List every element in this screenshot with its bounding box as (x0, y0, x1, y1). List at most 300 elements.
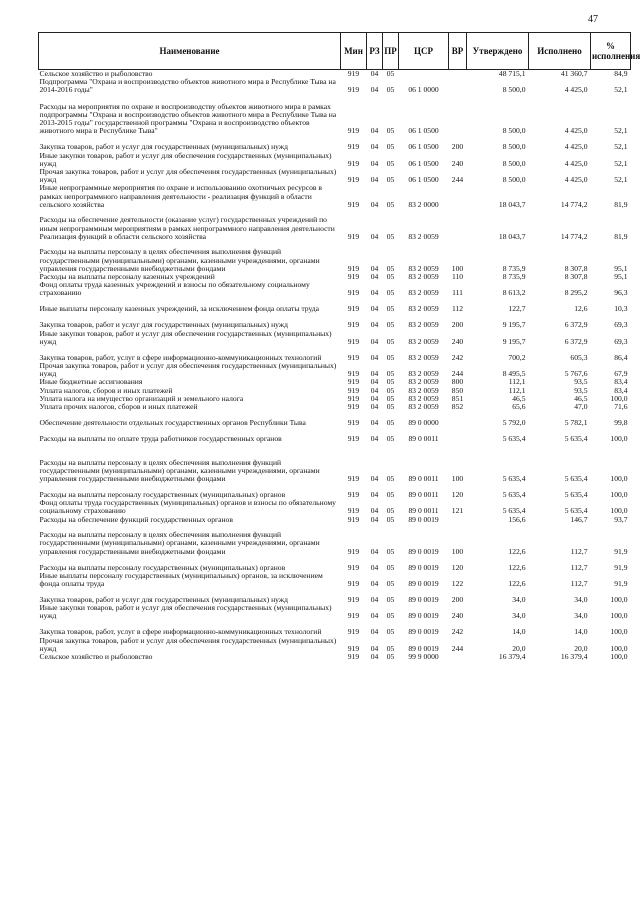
row-min: 919 (347, 579, 360, 589)
row-rz: 04 (370, 231, 379, 241)
row-rz: 04 (370, 199, 379, 209)
row-pr: 05 (386, 352, 395, 362)
row-min: 919 (347, 386, 360, 395)
row-name: Уплата налога на имущество организаций и земельного налога (39, 394, 244, 403)
table-row (39, 241, 631, 273)
row-pr: 05 (386, 403, 395, 412)
row-min: 919 (347, 142, 360, 152)
row-csr (399, 70, 449, 79)
row-pr: 05 (386, 506, 395, 516)
row-csr: 83 2 0059 (408, 263, 439, 273)
row-rz: 04 (370, 434, 379, 444)
row-pr: 05 (386, 562, 395, 572)
row-approved: 122,6 (508, 546, 526, 556)
row-min: 919 (347, 434, 360, 444)
row-csr: 89 0 0019 (408, 627, 439, 637)
row-min: 919 (347, 418, 360, 428)
row-percent: 100,0 (610, 611, 628, 621)
header-rz: РЗ (367, 33, 383, 70)
row-vr: 850 (451, 386, 464, 395)
row-min: 919 (347, 506, 360, 516)
row-vr: 122 (451, 579, 464, 589)
row-executed: 12,6 (574, 304, 588, 314)
row-executed: 8 307,8 (564, 273, 588, 282)
row-csr: 06 1 0000 (408, 85, 439, 95)
row-vr (449, 653, 467, 661)
row-rz: 04 (370, 546, 379, 556)
row-rz: 04 (370, 320, 379, 330)
row-approved: 8 500,0 (502, 142, 526, 152)
table-row (39, 273, 631, 281)
row-percent: 52,1 (614, 85, 628, 95)
row-pr: 05 (386, 69, 395, 78)
table-row (39, 403, 631, 411)
row-rz: 04 (370, 515, 379, 524)
row-csr: 83 2 0059 (408, 320, 439, 330)
row-vr (449, 427, 467, 443)
row-executed: 47,0 (574, 403, 588, 412)
row-csr: 83 2 0059 (408, 403, 439, 412)
row-executed: 93,5 (574, 378, 588, 387)
row-percent: 69,3 (614, 320, 628, 330)
row-executed: 4 425,0 (564, 158, 588, 168)
row-percent: 99,8 (614, 418, 628, 428)
table-row (39, 427, 631, 443)
row-vr (449, 516, 467, 524)
row-csr: 06 1 0500 (408, 142, 439, 152)
row-vr: 200 (451, 142, 464, 152)
header-percent: % исполнения (591, 33, 631, 70)
row-csr: 89 0 0011 (408, 474, 439, 484)
row-pr: 05 (386, 175, 395, 185)
row-rz: 04 (370, 403, 379, 412)
row-percent: 100,0 (610, 643, 628, 653)
row-name: Уплата прочих налогов, сборов и иных платежей (39, 403, 198, 412)
row-rz: 04 (370, 158, 379, 168)
table-row (39, 330, 631, 346)
table-row (39, 483, 631, 499)
table-row (39, 209, 631, 241)
row-min: 919 (347, 273, 360, 282)
table-row (39, 411, 631, 427)
row-approved: 8 735,9 (502, 273, 526, 282)
row-approved: 122,7 (508, 304, 526, 314)
row-min: 919 (347, 304, 360, 314)
row-pr: 05 (386, 158, 395, 168)
row-approved: 8 735,9 (502, 263, 526, 273)
row-percent: 100,0 (610, 474, 628, 484)
row-approved: 20,0 (512, 643, 526, 653)
table-row (39, 184, 631, 209)
row-min: 919 (347, 611, 360, 621)
row-approved: 9 195,7 (502, 336, 526, 346)
row-percent: 52,1 (614, 158, 628, 168)
row-pr: 05 (386, 653, 395, 662)
row-name: Иные выплаты персоналу казенных учреждений, за исключением фонда оплаты труда (39, 304, 320, 314)
row-approved: 5 635,4 (502, 490, 526, 500)
row-csr: 83 2 0000 (408, 199, 439, 209)
row-approved: 8 500,0 (502, 175, 526, 185)
row-percent: 52,1 (614, 142, 628, 152)
row-pr: 05 (386, 369, 395, 379)
row-name: Закупка товаров, работ, услуг в сфере информационно-коммуникационных технологий (39, 352, 322, 362)
row-rz: 04 (370, 653, 379, 662)
row-pr: 05 (386, 304, 395, 314)
row-vr (449, 78, 467, 94)
row-name: Иные выплаты персоналу государственных (муниципальных) органов, за исключением фонда оплаты труда (39, 571, 323, 589)
table-header (39, 33, 631, 70)
row-name: Расходы на выплаты по оплате труда работников государственных органов (39, 434, 282, 444)
row-rz: 04 (370, 394, 379, 403)
row-name: Обеспечение деятельности отдельных государственных органов Республики Тыва (39, 418, 306, 428)
row-pr: 05 (386, 418, 395, 428)
row-approved: 8 613,2 (502, 288, 526, 298)
table-row (39, 95, 631, 136)
row-name: Расходы на обеспечение функций государственных органов (39, 515, 233, 524)
row-vr: 120 (451, 562, 464, 572)
row-percent: 52,1 (614, 126, 628, 136)
row-approved: 18 043,7 (498, 199, 526, 209)
row-name: Сельское хозяйство и рыболовство (39, 653, 153, 662)
row-csr: 83 2 0059 (408, 386, 439, 395)
row-name: Закупка товаров, работ и услуг для государственных (муниципальных) нужд (39, 595, 288, 605)
row-approved: 8 495,5 (502, 369, 526, 379)
row-executed: 5 635,4 (564, 490, 588, 500)
row-rz: 04 (370, 627, 379, 637)
row-min: 919 (347, 643, 360, 653)
row-pr: 05 (386, 394, 395, 403)
header-name: Наименование (39, 33, 341, 70)
table-row (39, 346, 631, 362)
row-percent: 93,7 (614, 515, 628, 524)
row-vr: 121 (451, 506, 464, 516)
header-approved: Утверждено (467, 33, 529, 70)
table-row (39, 152, 631, 168)
budget-table (38, 32, 640, 662)
row-csr: 83 2 0059 (408, 288, 439, 298)
row-min: 919 (347, 627, 360, 637)
row-rz: 04 (370, 336, 379, 346)
row-min: 919 (347, 199, 360, 209)
table-row (39, 70, 631, 79)
row-percent: 86,4 (614, 352, 628, 362)
table-row (39, 78, 631, 94)
header-pr: ПР (383, 33, 399, 70)
row-min: 919 (347, 515, 360, 524)
row-csr: 89 0 0019 (408, 562, 439, 572)
row-vr: 111 (452, 288, 463, 298)
row-name: Иные непрограммные мероприятия по охране и использованию охотничьих ресурсов в рамках непрограммного направления деятельности - реализация функций в области сельского хозяйства (39, 184, 322, 209)
row-rz: 04 (370, 378, 379, 387)
row-executed: 4 425,0 (564, 142, 588, 152)
row-csr: 06 1 0500 (408, 175, 439, 185)
row-approved: 5 635,4 (502, 506, 526, 516)
table-row (39, 637, 631, 653)
row-min: 919 (347, 288, 360, 298)
row-pr: 05 (386, 85, 395, 95)
row-min: 919 (347, 490, 360, 500)
row-csr: 06 1 0500 (408, 158, 439, 168)
row-min: 919 (347, 369, 360, 379)
row-executed: 146,7 (570, 515, 588, 524)
row-rz: 04 (370, 490, 379, 500)
page-number: 47 (588, 14, 598, 25)
row-name: Расходы на мероприятия по охране и воспроизводству объектов животного мира в рамках подпрограммы "Охрана и воспроизводство объектов животного мира в Республике Тыва на 2013-2015 годы" государственной программы "Охрана и воспроизводство объектов животного мира в Республике Тыва" (39, 101, 337, 136)
row-percent: 67,9 (614, 369, 628, 379)
row-percent: 84,9 (614, 69, 628, 78)
row-csr: 89 0 0011 (408, 434, 439, 444)
row-pr: 05 (386, 627, 395, 637)
row-min: 919 (347, 85, 360, 95)
row-rz: 04 (370, 142, 379, 152)
table-row (39, 443, 631, 483)
row-vr: 852 (451, 403, 464, 412)
row-executed: 41 360,7 (560, 69, 588, 78)
row-vr: 100 (451, 263, 464, 273)
row-name: Расходы на выплаты персоналу казенных учреждений (39, 273, 215, 282)
row-vr (449, 70, 467, 79)
row-vr: 200 (451, 595, 464, 605)
row-min: 919 (347, 320, 360, 330)
row-name: Иные закупки товаров, работ и услуг для обеспечения государственных (муниципальных) нужд (39, 151, 332, 168)
row-executed: 4 425,0 (564, 175, 588, 185)
row-pr: 05 (386, 474, 395, 484)
row-pr: 05 (386, 199, 395, 209)
row-min: 919 (347, 175, 360, 185)
row-min: 919 (347, 394, 360, 403)
row-min: 919 (347, 158, 360, 168)
table-row (39, 516, 631, 524)
row-csr: 83 2 0059 (408, 352, 439, 362)
row-executed: 112,7 (570, 562, 588, 572)
row-approved: 122,6 (508, 562, 526, 572)
row-percent: 95,1 (614, 273, 628, 282)
row-csr: 89 0 0019 (408, 546, 439, 556)
row-approved: 34,0 (512, 595, 526, 605)
row-approved: 700,2 (508, 352, 526, 362)
row-percent: 96,3 (614, 288, 628, 298)
row-pr: 05 (386, 515, 395, 524)
row-percent: 100,0 (610, 595, 628, 605)
row-min: 919 (347, 69, 360, 78)
row-executed: 8 295,2 (564, 288, 588, 298)
row-approved: 34,0 (512, 611, 526, 621)
table-row (39, 524, 631, 556)
row-name: Иные закупки товаров, работ и услуг для обеспечения государственных (муниципальных) нужд (39, 604, 332, 621)
table-row (39, 378, 631, 386)
row-min: 919 (347, 378, 360, 387)
header-csr: ЦСР (399, 33, 449, 70)
row-executed: 605,3 (570, 352, 588, 362)
table-row (39, 588, 631, 604)
row-approved: 112,1 (508, 386, 526, 395)
row-pr: 05 (386, 336, 395, 346)
row-pr: 05 (386, 126, 395, 136)
row-rz: 04 (370, 175, 379, 185)
row-executed: 14,0 (574, 627, 588, 637)
row-approved: 14,0 (512, 627, 526, 637)
row-executed: 20,0 (574, 643, 588, 653)
row-csr: 89 0 0019 (408, 611, 439, 621)
row-vr (449, 209, 467, 241)
row-vr (449, 411, 467, 427)
row-vr (449, 95, 467, 136)
row-executed: 5 635,4 (564, 434, 588, 444)
row-executed: 14 774,2 (560, 231, 588, 241)
row-pr: 05 (386, 643, 395, 653)
row-min: 919 (347, 562, 360, 572)
row-percent: 95,1 (614, 263, 628, 273)
row-min: 919 (347, 231, 360, 241)
row-name: Расходы на выплаты персоналу в целях обеспечения выполнения функций государственными (муниципальными) органами, казенными учреждениями, органами управления государственными внебюджетными фондами (39, 457, 320, 484)
row-vr: 242 (451, 627, 464, 637)
row-percent: 83,4 (614, 386, 628, 395)
row-rz: 04 (370, 263, 379, 273)
row-min: 919 (347, 336, 360, 346)
row-pr: 05 (386, 434, 395, 444)
row-name: Прочая закупка товаров, работ и услуг для обеспечения государственных (муниципальных) нужд (39, 362, 337, 379)
row-name: Сельское хозяйство и рыболовство (39, 69, 153, 78)
row-executed: 46,5 (574, 394, 588, 403)
row-percent: 69,3 (614, 336, 628, 346)
table-row (39, 136, 631, 152)
row-name: Подпрограмма "Охрана и воспроизводство объектов животного мира в Республике Тыва на 2014-2016 годы" (39, 78, 336, 95)
row-approved: 5 635,4 (502, 474, 526, 484)
header-vr: ВР (449, 33, 467, 70)
row-min: 919 (347, 403, 360, 412)
row-percent: 10,3 (614, 304, 628, 314)
row-name: Расходы на выплаты персоналу в целях обеспечения выполнения функций государственными (муниципальными) органами, казенными учреждениями, органами управления государственными внебюджетными фондами (39, 247, 320, 273)
row-csr: 83 2 0059 (408, 336, 439, 346)
row-csr: 99 9 0000 (408, 653, 439, 662)
row-name: Расходы на выплаты персоналу в целях обеспечения выполнения функций государственными (муниципальными) органами, казенными учреждениями, органами управления государственными внебюджетными фондами (39, 530, 320, 556)
row-approved: 5 635,4 (502, 434, 526, 444)
row-csr: 89 0 0000 (408, 418, 439, 428)
row-approved: 9 195,7 (502, 320, 526, 330)
row-vr: 800 (451, 378, 464, 387)
row-percent: 81,9 (614, 199, 628, 209)
row-rz: 04 (370, 85, 379, 95)
table-row (39, 362, 631, 378)
row-pr: 05 (386, 378, 395, 387)
row-min: 919 (347, 546, 360, 556)
row-csr: 83 2 0059 (408, 369, 439, 379)
row-approved: 18 043,7 (498, 231, 526, 241)
row-name: Закупка товаров, работ и услуг для государственных (муниципальных) нужд (39, 320, 288, 330)
row-name: Уплата налогов, сборов и иных платежей (39, 386, 173, 395)
table-row (39, 395, 631, 403)
row-approved: 16 379,4 (498, 653, 526, 662)
row-pr: 05 (386, 579, 395, 589)
row-approved: 8 500,0 (502, 158, 526, 168)
row-percent: 91,9 (614, 579, 628, 589)
row-vr: 112 (451, 304, 464, 314)
row-executed: 6 372,9 (564, 336, 588, 346)
row-csr: 83 2 0059 (408, 394, 439, 403)
row-approved: 8 500,0 (502, 85, 526, 95)
row-percent: 91,9 (614, 562, 628, 572)
row-approved: 65,6 (512, 403, 526, 412)
row-percent: 100,0 (610, 506, 628, 516)
row-csr: 89 0 0019 (408, 515, 439, 524)
row-csr: 83 2 0059 (408, 304, 439, 314)
row-name: Иные закупки товаров, работ и услуг для обеспечения государственных (муниципальных) нужд (39, 329, 332, 346)
row-min: 919 (347, 653, 360, 662)
row-name: Фонд оплаты труда казенных учреждений и взносы по обязательному социальному страхованию (39, 281, 310, 298)
row-rz: 04 (370, 273, 379, 282)
row-rz: 04 (370, 579, 379, 589)
row-rz: 04 (370, 643, 379, 653)
row-vr: 242 (451, 352, 464, 362)
row-percent: 71,6 (614, 403, 628, 412)
row-percent: 100,0 (610, 394, 628, 403)
row-percent: 100,0 (610, 490, 628, 500)
row-name: Иные бюджетные ассигнования (39, 378, 143, 387)
row-executed: 8 307,8 (564, 263, 588, 273)
row-vr: 120 (451, 490, 464, 500)
row-approved: 122,6 (508, 579, 526, 589)
row-executed: 4 425,0 (564, 126, 588, 136)
row-csr: 83 2 0059 (408, 273, 439, 282)
row-vr: 244 (451, 643, 464, 653)
row-pr: 05 (386, 263, 395, 273)
row-rz: 04 (370, 288, 379, 298)
row-pr: 05 (386, 231, 395, 241)
row-executed: 93,5 (574, 386, 588, 395)
row-vr: 244 (451, 369, 464, 379)
row-rz: 04 (370, 418, 379, 428)
table-row (39, 387, 631, 395)
row-name: Расходы на выплаты персоналу государственных (муниципальных) органов (39, 490, 286, 500)
row-executed: 34,0 (574, 611, 588, 621)
row-vr: 240 (451, 336, 464, 346)
row-csr: 89 0 0019 (408, 595, 439, 605)
row-executed: 16 379,4 (560, 653, 588, 662)
row-rz: 04 (370, 386, 379, 395)
row-csr: 89 0 0011 (408, 506, 439, 516)
row-pr: 05 (386, 273, 395, 282)
row-executed: 4 425,0 (564, 85, 588, 95)
row-approved: 46,5 (512, 394, 526, 403)
row-rz: 04 (370, 369, 379, 379)
header-executed: Исполнено (529, 33, 591, 70)
row-approved: 8 500,0 (502, 126, 526, 136)
row-rz: 04 (370, 562, 379, 572)
row-percent: 52,1 (614, 175, 628, 185)
row-rz: 04 (370, 595, 379, 605)
row-vr: 200 (451, 320, 464, 330)
row-pr: 05 (386, 320, 395, 330)
row-name: Расходы на выплаты персоналу государственных (муниципальных) органов (39, 562, 286, 572)
header-min: Мин (341, 33, 367, 70)
row-executed: 5 767,6 (564, 369, 588, 379)
row-vr (449, 184, 467, 209)
row-percent: 100,0 (610, 627, 628, 637)
row-executed: 34,0 (574, 595, 588, 605)
table-row (39, 298, 631, 314)
row-executed: 5 635,4 (564, 474, 588, 484)
row-rz: 04 (370, 611, 379, 621)
row-vr: 240 (451, 611, 464, 621)
row-name: Закупка товаров, работ и услуг для государственных (муниципальных) нужд (39, 142, 288, 152)
row-vr: 851 (451, 394, 464, 403)
row-csr: 89 0 0019 (408, 643, 439, 653)
row-vr: 110 (451, 273, 464, 282)
row-rz: 04 (370, 352, 379, 362)
row-percent: 91,9 (614, 546, 628, 556)
row-pr: 05 (386, 595, 395, 605)
row-executed: 112,7 (570, 546, 588, 556)
